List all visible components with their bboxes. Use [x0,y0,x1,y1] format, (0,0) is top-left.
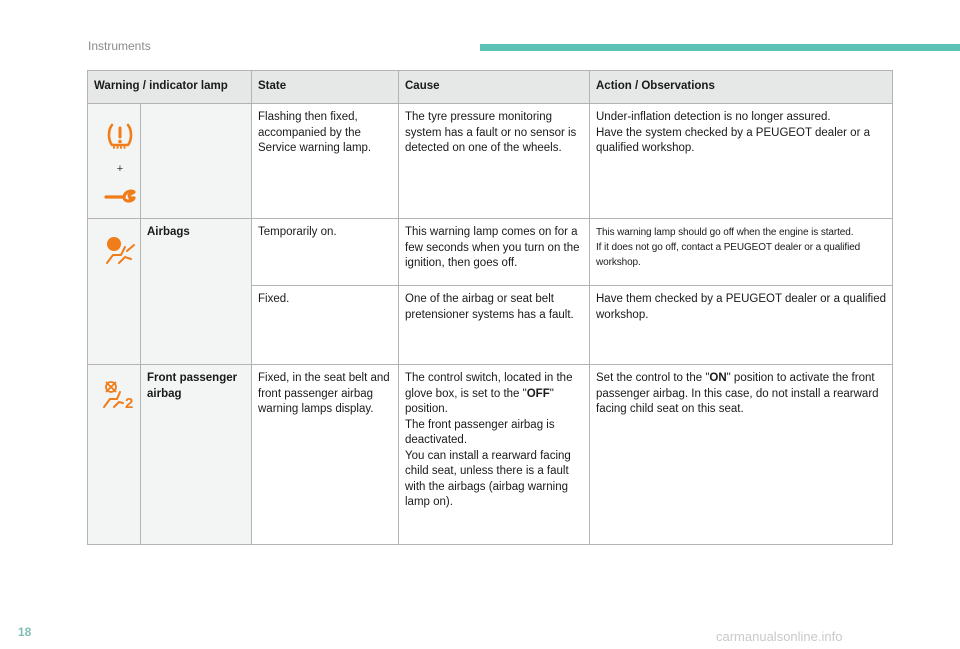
tyre-icon-cell [88,104,141,219]
header-accent-bar [480,44,960,51]
passenger-cause-off: OFF [526,387,550,400]
airbags-state-2: Fixed. [252,286,399,365]
airbag-icon-cell [88,219,141,365]
passenger-action-on: ON [709,372,727,384]
tyre-action-line: Have the system checked by a PEUGEOT dealer or a qualified workshop. [596,126,870,154]
passenger-label: Front passenger airbag [141,365,252,545]
airbags-state-1: Temporarily on. [252,219,399,286]
passenger-cause-pre: The control switch, located in the glove box, is set to the " [405,372,573,400]
passenger-state: Fixed, in the seat belt and front passenger airbag warning lamps display. [252,365,399,545]
watermark: carmanualsonline.info [716,629,843,644]
service-wrench-icon [104,194,136,206]
tyre-state: Flashing then fixed, accompanied by the Service warning lamp. [252,104,399,219]
svg-text:2: 2 [125,395,134,409]
tyre-cause: The tyre pressure monitoring system has a fault or no sensor is detected on one of the wheels. [399,104,590,219]
airbag-icon [103,256,137,268]
airbags-action-1 [590,219,893,286]
passenger-action-post: " position to activate the front passenger airbag. In this case, do not install a rearward facing child seat on this seat. [596,372,879,415]
header-action: Action / Observations [590,71,893,104]
section-title: Instruments [88,39,151,53]
passenger-airbag-off-icon [101,395,139,412]
airbags-label: Airbags [141,219,252,365]
passenger-cause [399,365,590,545]
plus-sign: + [116,162,124,175]
airbags-action-line: If it does not go off, contact a PEUGEOT dealer or a qualified workshop. [596,242,861,268]
passenger-icon-cell [88,365,141,545]
tyre-pressure-icon [105,141,135,153]
passenger-cause-line: The front passenger airbag is deactivated. [405,418,555,446]
airbags-action-2: Have them checked by a PEUGEOT dealer or a qualified workshop. [590,286,893,365]
passenger-action [590,365,893,545]
airbags-cause-2: One of the airbag or seat belt pretensioner systems has a fault. [399,286,590,365]
header-state: State [252,71,399,104]
tyre-label-cell [141,104,252,219]
passenger-cause-post: " position. [405,387,554,415]
table-row [88,104,893,219]
header-cause: Cause [399,71,590,104]
tyre-action [590,104,893,219]
airbags-action-line: This warning lamp should go off when the engine is started. [596,227,854,238]
warning-lamps-table [87,70,893,545]
passenger-action-pre: Set the control to the " [596,372,710,384]
header-lamp: Warning / indicator lamp [88,71,252,104]
table-row [88,365,893,545]
page-number: 18 [18,625,32,639]
passenger-cause-line: You can install a rearward facing child seat, unless there is a fault with the airbags (airbag warning lamp on). [405,449,571,508]
table-row [88,219,893,286]
tyre-action-line: Under-inflation detection is no longer assured. [596,111,831,123]
airbags-cause-1: This warning lamp comes on for a few seconds when you turn on the ignition, then goes off. [399,219,590,286]
table-header-row [88,71,893,104]
passenger-cause-line [405,371,583,418]
